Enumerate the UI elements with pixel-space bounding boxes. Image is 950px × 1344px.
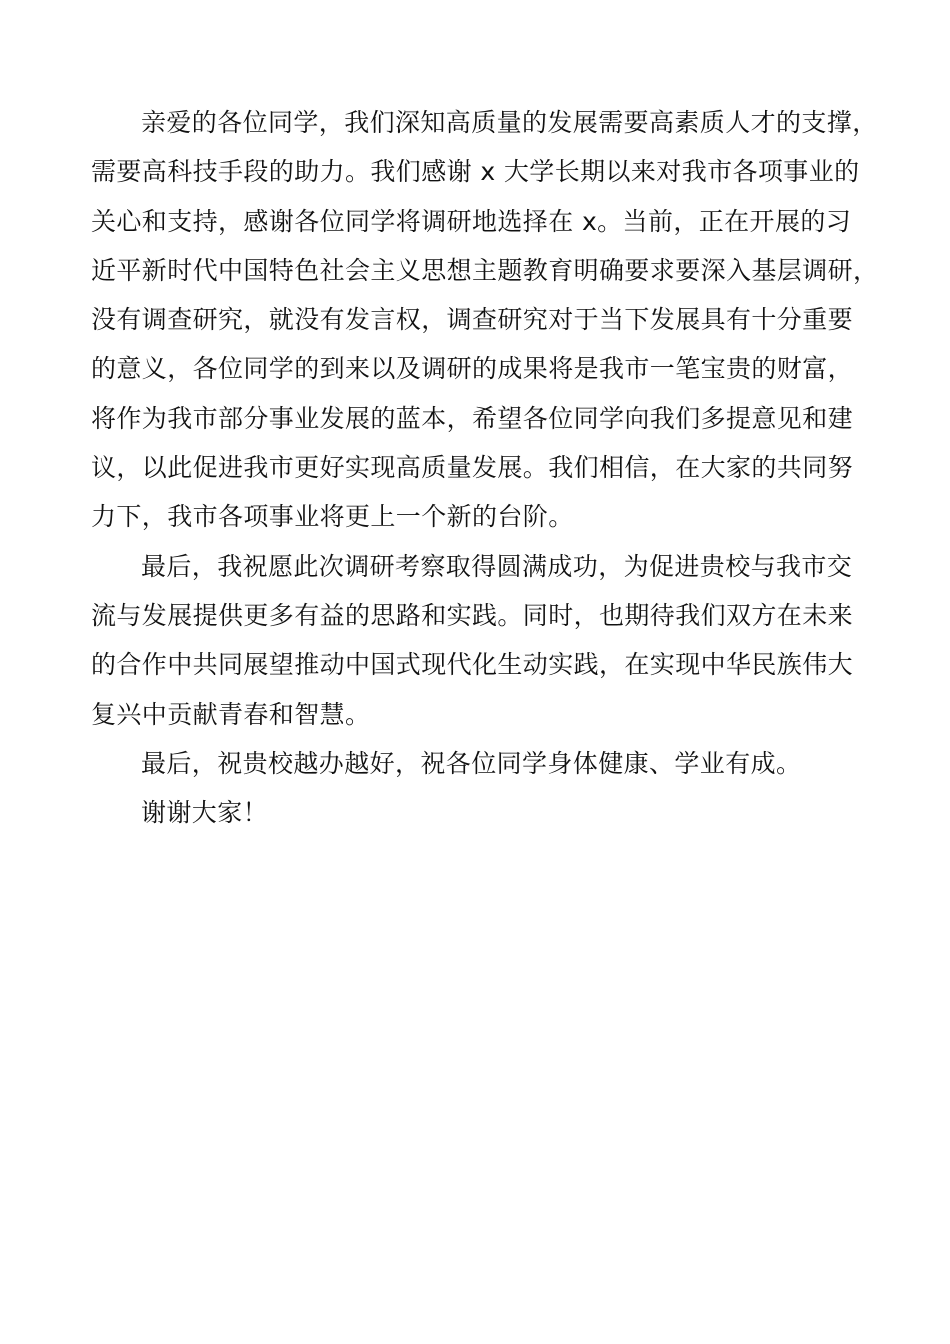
paragraph-4 bbox=[91, 788, 881, 837]
text-line: 议，以此促进我市更好实现高质量发展。我们相信，在大家的共同努 bbox=[91, 453, 854, 483]
text-line: 谢谢大家！ bbox=[141, 798, 269, 828]
text-line: 需要高科技手段的助力。我们感谢 x 大学长期以来对我市各项事业的 bbox=[91, 157, 860, 187]
text-line: 近平新时代中国特色社会主义思想主题教育明确要求要深入基层调研， bbox=[91, 255, 879, 285]
text-line: 将作为我市部分事业发展的蓝本，希望各位同学向我们多提意见和建 bbox=[91, 403, 854, 433]
text-line: 的意义，各位同学的到来以及调研的成果将是我市一笔宝贵的财富， bbox=[91, 354, 854, 384]
text-line: 最后，祝贵校越办越好，祝各位同学身体健康、学业有成。 bbox=[141, 748, 802, 778]
paragraph-1 bbox=[91, 98, 881, 542]
text-line: 没有调查研究，就没有发言权，调查研究对于当下发展具有十分重要 bbox=[91, 305, 854, 335]
document-body bbox=[91, 98, 881, 837]
text-line: 亲爱的各位同学，我们深知高质量的发展需要高素质人才的支撑， bbox=[141, 108, 878, 137]
text-line: 复兴中贡献青春和智慧。 bbox=[91, 699, 371, 729]
text-line: 关心和支持，感谢各位同学将调研地选择在 x。当前，正在开展的习 bbox=[91, 206, 852, 236]
text-line: 最后，我祝愿此次调研考察取得圆满成功，为促进贵校与我市交 bbox=[141, 551, 853, 581]
paragraph-3 bbox=[91, 739, 881, 788]
text-line: 流与发展提供更多有益的思路和实践。同时，也期待我们双方在未来 bbox=[91, 600, 854, 630]
text-line: 力下，我市各项事业将更上一个新的台阶。 bbox=[91, 502, 574, 532]
text-line: 的合作中共同展望推动中国式现代化生动实践，在实现中华民族伟大 bbox=[91, 650, 854, 680]
paragraph-2 bbox=[91, 542, 881, 739]
